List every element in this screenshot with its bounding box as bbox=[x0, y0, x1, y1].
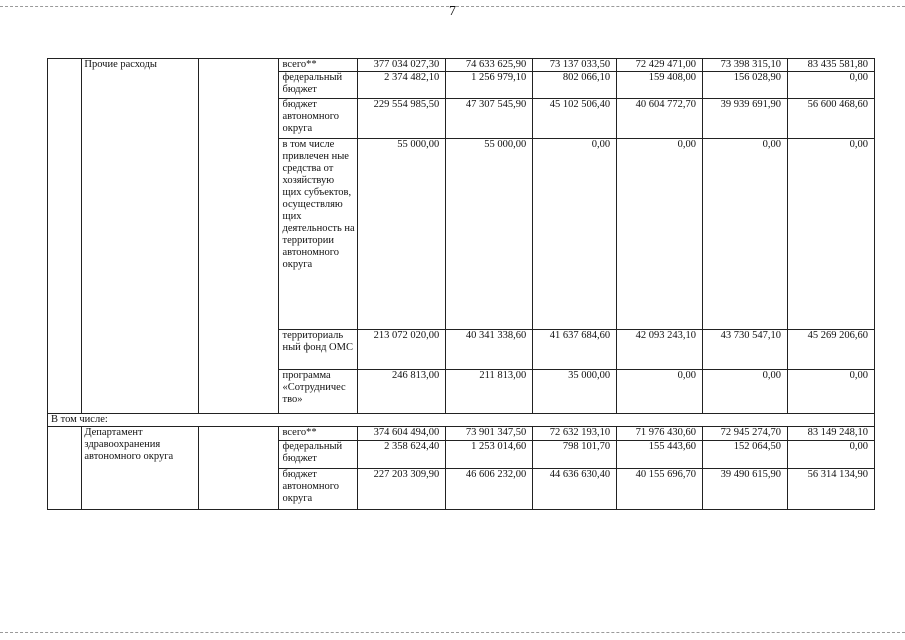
value-cell: 229 554 985,50 bbox=[358, 99, 446, 139]
value-cell: 47 307 545,90 bbox=[446, 99, 533, 139]
value-cell: 374 604 494,00 bbox=[358, 427, 446, 441]
value-cell: 45 102 506,40 bbox=[533, 99, 617, 139]
value-cell: 213 072 020,00 bbox=[358, 330, 446, 370]
value-cell: 152 064,50 bbox=[703, 441, 788, 469]
section-label: В том числе: bbox=[48, 414, 875, 427]
funding-source-cell: территориаль ный фонд ОМС bbox=[279, 330, 358, 370]
value-cell: 0,00 bbox=[787, 441, 874, 469]
row-label-health-department: Департамент здравоохранения автономного округа bbox=[82, 427, 198, 510]
value-cell: 0,00 bbox=[787, 139, 874, 330]
value-cell: 0,00 bbox=[617, 370, 703, 414]
value-cell: 73 398 315,10 bbox=[703, 59, 788, 72]
value-cell: 42 093 243,10 bbox=[617, 330, 703, 370]
value-cell: 40 341 338,60 bbox=[446, 330, 533, 370]
value-cell: 40 604 772,70 bbox=[617, 99, 703, 139]
value-cell: 2 358 624,40 bbox=[358, 441, 446, 469]
value-cell: 39 490 615,90 bbox=[703, 469, 788, 510]
value-cell: 73 901 347,50 bbox=[446, 427, 533, 441]
table-cell bbox=[48, 59, 82, 414]
funding-source-cell: программа «Сотрудничес тво» bbox=[279, 370, 358, 414]
value-cell: 0,00 bbox=[787, 370, 874, 414]
value-cell: 159 408,00 bbox=[617, 72, 703, 99]
value-cell: 0,00 bbox=[617, 139, 703, 330]
value-cell: 0,00 bbox=[787, 72, 874, 99]
value-cell: 0,00 bbox=[703, 139, 788, 330]
value-cell: 39 939 691,90 bbox=[703, 99, 788, 139]
value-cell: 44 636 630,40 bbox=[533, 469, 617, 510]
value-cell: 56 314 134,90 bbox=[787, 469, 874, 510]
value-cell: 73 137 033,50 bbox=[533, 59, 617, 72]
value-cell: 2 374 482,10 bbox=[358, 72, 446, 99]
budget-table bbox=[47, 58, 875, 510]
table-cell bbox=[48, 427, 82, 510]
value-cell: 55 000,00 bbox=[358, 139, 446, 330]
funding-source-cell: бюджет автономного округа bbox=[279, 469, 358, 510]
value-cell: 83 435 581,80 bbox=[787, 59, 874, 72]
value-cell: 0,00 bbox=[703, 370, 788, 414]
value-cell: 798 101,70 bbox=[533, 441, 617, 469]
table-cell bbox=[198, 59, 279, 414]
value-cell: 46 606 232,00 bbox=[446, 469, 533, 510]
value-cell: 43 730 547,10 bbox=[703, 330, 788, 370]
value-cell: 156 028,90 bbox=[703, 72, 788, 99]
value-cell: 802 066,10 bbox=[533, 72, 617, 99]
value-cell: 72 632 193,10 bbox=[533, 427, 617, 441]
table-cell bbox=[198, 427, 279, 510]
scan-edge-bottom bbox=[0, 632, 905, 633]
value-cell: 72 945 274,70 bbox=[703, 427, 788, 441]
page-number: 7 bbox=[449, 4, 456, 19]
value-cell: 83 149 248,10 bbox=[787, 427, 874, 441]
value-cell: 41 637 684,60 bbox=[533, 330, 617, 370]
value-cell: 74 633 625,90 bbox=[446, 59, 533, 72]
value-cell: 227 203 309,90 bbox=[358, 469, 446, 510]
funding-source-cell: всего** bbox=[279, 427, 358, 441]
value-cell: 45 269 206,60 bbox=[787, 330, 874, 370]
row-label-other-expenses: Прочие расходы bbox=[82, 59, 198, 414]
funding-source-cell: бюджет автономного округа bbox=[279, 99, 358, 139]
value-cell: 211 813,00 bbox=[446, 370, 533, 414]
funding-source-cell: федеральный бюджет bbox=[279, 441, 358, 469]
value-cell: 71 976 430,60 bbox=[617, 427, 703, 441]
value-cell: 55 000,00 bbox=[446, 139, 533, 330]
funding-source-cell: федеральный бюджет bbox=[279, 72, 358, 99]
value-cell: 1 256 979,10 bbox=[446, 72, 533, 99]
value-cell: 155 443,60 bbox=[617, 441, 703, 469]
value-cell: 40 155 696,70 bbox=[617, 469, 703, 510]
value-cell: 1 253 014,60 bbox=[446, 441, 533, 469]
section-row bbox=[48, 414, 875, 427]
funding-source-cell: в том числе привлечен ные средства от хозяйствую щих субъектов, осуществляю щих деятельность на территории автономного округа bbox=[279, 139, 358, 330]
value-cell: 246 813,00 bbox=[358, 370, 446, 414]
value-cell: 72 429 471,00 bbox=[617, 59, 703, 72]
table-row bbox=[48, 427, 875, 441]
table-row bbox=[48, 59, 875, 72]
value-cell: 0,00 bbox=[533, 139, 617, 330]
value-cell: 56 600 468,60 bbox=[787, 99, 874, 139]
value-cell: 35 000,00 bbox=[533, 370, 617, 414]
funding-source-cell: всего** bbox=[279, 59, 358, 72]
value-cell: 377 034 027,30 bbox=[358, 59, 446, 72]
